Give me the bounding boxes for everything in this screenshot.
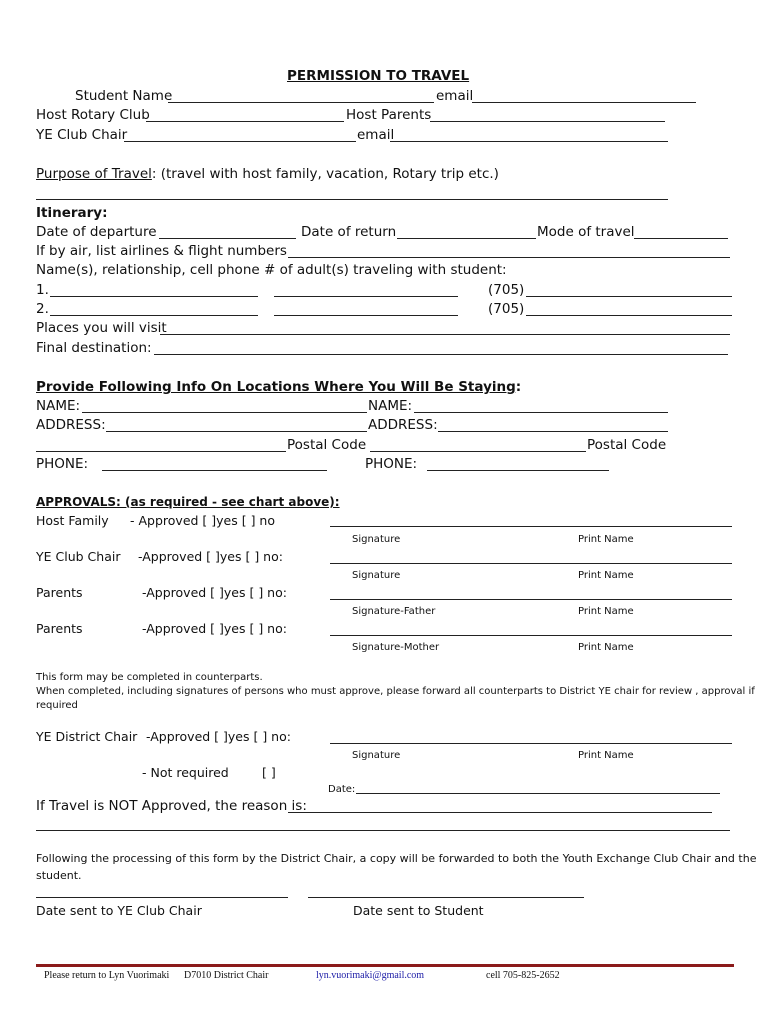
forward-note-continued: required xyxy=(36,700,78,711)
approval-mother-label: Parents xyxy=(36,621,83,636)
club-chair-email-label: email xyxy=(357,127,395,143)
club-chair-field[interactable] xyxy=(124,141,356,142)
location-1-postal-label: Postal Code xyxy=(287,437,367,453)
purpose-hint: : (travel with host family, vacation, Rotary trip etc.) xyxy=(151,166,499,182)
airlines-field[interactable] xyxy=(288,257,730,258)
approval-club-chair-status[interactable]: -Approved [ ]yes [ ] no: xyxy=(138,549,283,564)
not-required-label: - Not required xyxy=(142,765,229,780)
adults-label: Name(s), relationship, cell phone # of adult(s) traveling with student: xyxy=(36,262,507,278)
forward-note: When completed, including signatures of persons who must approve, please forward all counterparts to District YE chair for review , approval if xyxy=(36,686,755,697)
approval-club-chair-label: YE Club Chair xyxy=(36,549,121,564)
return-field[interactable] xyxy=(397,238,536,239)
not-approved-reason-field[interactable] xyxy=(288,812,712,813)
location-2-address-label: ADDRESS: xyxy=(368,417,438,433)
final-destination-field[interactable] xyxy=(154,354,728,355)
approval-host-family-signature-caption: Signature xyxy=(352,534,401,545)
location-2-name-label: NAME: xyxy=(368,398,413,414)
processing-note: Following the processing of this form by the District Chair, a copy will be forwarded to both the Youth Exchange Club Chair and the xyxy=(36,852,757,865)
purpose-field[interactable] xyxy=(36,199,668,200)
approval-district-chair-label: YE District Chair xyxy=(36,729,138,744)
approval-father-print-caption: Print Name xyxy=(578,606,634,617)
mode-field[interactable] xyxy=(634,238,728,239)
date-sent-ye-field[interactable] xyxy=(36,897,288,898)
approval-mother-signature-field[interactable] xyxy=(330,635,732,636)
approval-father-signature-caption: Signature-Father xyxy=(352,606,436,617)
approval-host-family-signature-field[interactable] xyxy=(330,526,732,527)
approval-father-label: Parents xyxy=(36,585,83,600)
page-title: PERMISSION TO TRAVEL xyxy=(287,68,470,84)
location-2-address-line2-field[interactable] xyxy=(370,451,586,452)
locations-heading-colon: : xyxy=(515,379,522,395)
mode-label: Mode of travel xyxy=(537,224,635,240)
location-2-name-field[interactable] xyxy=(414,412,668,413)
departure-label: Date of departure xyxy=(36,224,157,240)
approval-host-family-label: Host Family xyxy=(36,513,109,528)
approval-club-chair-signature-caption: Signature xyxy=(352,570,401,581)
approval-club-chair-signature-field[interactable] xyxy=(330,563,732,564)
footer-role: D7010 District Chair xyxy=(184,970,269,981)
not-approved-reason-label: If Travel is NOT Approved, the reason is: xyxy=(36,798,307,814)
adult-1-area-code: (705) xyxy=(488,282,525,298)
approval-date-label: Date: xyxy=(328,784,356,795)
host-parents-label: Host Parents xyxy=(346,107,432,123)
approval-mother-print-caption: Print Name xyxy=(578,642,634,653)
adult-2-relationship-field[interactable] xyxy=(274,315,458,316)
student-email-field[interactable] xyxy=(472,102,696,103)
adult-2-name-field[interactable] xyxy=(50,315,258,316)
adult-row-2-number: 2. xyxy=(36,301,49,317)
approval-host-family-print-caption: Print Name xyxy=(578,534,634,545)
student-email-label: email xyxy=(436,88,474,104)
location-2-phone-field[interactable] xyxy=(427,470,609,471)
student-name-label: Student Name xyxy=(75,88,173,104)
adult-2-phone-field[interactable] xyxy=(526,315,732,316)
club-chair-label: YE Club Chair xyxy=(36,127,128,143)
approval-father-status[interactable]: -Approved [ ]yes [ ] no: xyxy=(142,585,287,600)
adult-2-area-code: (705) xyxy=(488,301,525,317)
approval-district-chair-signature-caption: Signature xyxy=(352,750,401,761)
date-sent-ye-label: Date sent to YE Club Chair xyxy=(36,903,202,918)
host-parents-field[interactable] xyxy=(430,121,665,122)
return-label: Date of return xyxy=(301,224,397,240)
adult-1-name-field[interactable] xyxy=(50,296,258,297)
location-1-phone-label: PHONE: xyxy=(36,456,89,472)
location-1-name-field[interactable] xyxy=(82,412,367,413)
departure-field[interactable] xyxy=(159,238,296,239)
approval-district-chair-print-caption: Print Name xyxy=(578,750,634,761)
final-destination-label: Final destination: xyxy=(36,340,152,356)
student-name-field[interactable] xyxy=(168,102,434,103)
approval-club-chair-print-caption: Print Name xyxy=(578,570,634,581)
location-2-address-field[interactable] xyxy=(438,431,668,432)
approval-district-chair-signature-field[interactable] xyxy=(330,743,732,744)
footer-email-link[interactable]: lyn.vuorimaki@gmail.com xyxy=(316,970,425,981)
approval-father-signature-field[interactable] xyxy=(330,599,732,600)
location-1-name-label: NAME: xyxy=(36,398,81,414)
footer-cell: cell 705-825-2652 xyxy=(486,970,560,981)
location-2-postal-label: Postal Code xyxy=(587,437,667,453)
location-2-phone-label: PHONE: xyxy=(365,456,418,472)
purpose-label: Purpose of Travel xyxy=(36,166,152,182)
date-sent-student-label: Date sent to Student xyxy=(353,903,484,918)
not-required-checkbox[interactable]: [ ] xyxy=(262,765,276,780)
approval-host-family-status[interactable]: - Approved [ ]yes [ ] no xyxy=(130,513,275,528)
adult-1-relationship-field[interactable] xyxy=(274,296,458,297)
places-field[interactable] xyxy=(160,334,730,335)
location-1-address-field[interactable] xyxy=(106,431,367,432)
host-club-field[interactable] xyxy=(146,121,344,122)
itinerary-heading: Itinerary: xyxy=(36,205,108,221)
host-club-label: Host Rotary Club xyxy=(36,107,150,123)
counterparts-note: This form may be completed in counterparts. xyxy=(36,672,263,683)
approval-mother-status[interactable]: -Approved [ ]yes [ ] no: xyxy=(142,621,287,636)
approvals-heading: APPROVALS: (as required - see chart above): xyxy=(36,495,340,509)
purpose-line xyxy=(36,166,499,182)
approval-district-chair-status[interactable]: -Approved [ ]yes [ ] no: xyxy=(146,729,291,744)
club-chair-email-field[interactable] xyxy=(390,141,668,142)
approval-date-field[interactable] xyxy=(356,793,720,794)
date-sent-student-field[interactable] xyxy=(308,897,584,898)
places-label: Places you will visit xyxy=(36,320,167,336)
adult-row-1-number: 1. xyxy=(36,282,49,298)
location-1-address-line2-field[interactable] xyxy=(36,451,286,452)
processing-note-continued: student. xyxy=(36,869,82,882)
location-1-phone-field[interactable] xyxy=(102,470,327,471)
approval-mother-signature-caption: Signature-Mother xyxy=(352,642,440,653)
footer-return-to: Please return to Lyn Vuorimaki xyxy=(44,970,170,981)
location-1-address-label: ADDRESS: xyxy=(36,417,106,433)
not-approved-reason-field-line2[interactable] xyxy=(36,830,730,831)
locations-heading xyxy=(36,379,521,395)
airlines-label: If by air, list airlines & flight numbers xyxy=(36,243,287,259)
footer-rule xyxy=(36,964,734,967)
locations-heading-text: Provide Following Info On Locations Where You Will Be Staying xyxy=(36,379,516,395)
adult-1-phone-field[interactable] xyxy=(526,296,732,297)
